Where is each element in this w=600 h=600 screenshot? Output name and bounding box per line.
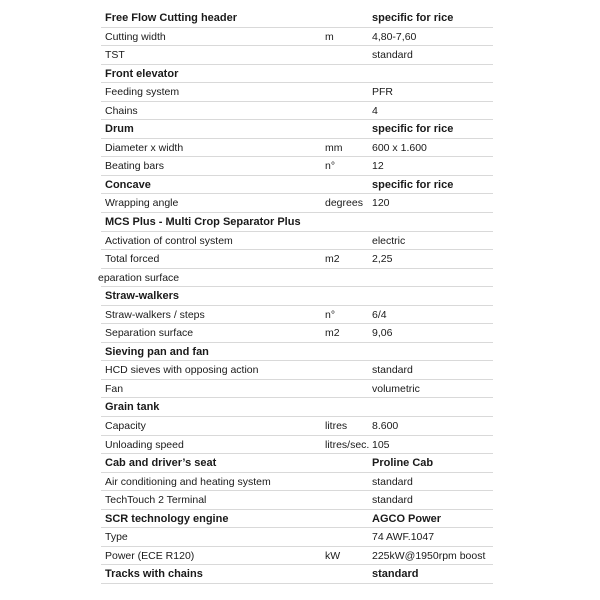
spec-label: Capacity	[105, 420, 146, 433]
spec-value: electric	[372, 234, 406, 247]
spec-value: standard	[372, 49, 413, 62]
spec-value: 9,06	[372, 327, 393, 340]
spec-label: Straw-walkers	[105, 290, 179, 303]
spec-label: TST	[105, 49, 125, 62]
spec-label: Fan	[105, 382, 124, 395]
section-heading-row	[101, 65, 493, 84]
spec-label: Diameter x width	[105, 141, 184, 154]
spec-row	[101, 46, 493, 65]
spec-row	[101, 417, 493, 436]
spec-unit: degrees	[325, 197, 363, 210]
spec-label: Unloading speed	[105, 438, 184, 451]
spec-value: 8.600	[372, 420, 399, 433]
spec-label: Tracks with chains	[105, 568, 203, 581]
section-heading-row	[101, 398, 493, 417]
spec-value: specific for rice	[372, 178, 454, 191]
section-heading-row	[101, 343, 493, 362]
spec-label: eparation surface	[98, 271, 180, 284]
spec-row	[101, 306, 493, 325]
spec-value: Proline Cab	[372, 457, 434, 470]
spec-row	[101, 547, 493, 566]
spec-row	[101, 194, 493, 213]
spec-value: 225kW@1950rpm boost	[372, 549, 486, 562]
spec-value: 12	[372, 160, 384, 173]
spec-row	[101, 250, 493, 269]
spec-label: SCR technology engine	[105, 512, 229, 525]
spec-value: PFR	[372, 86, 393, 99]
spec-label: Free Flow Cutting header	[105, 12, 238, 24]
spec-value: 4,80-7,60	[372, 30, 417, 43]
spec-row	[101, 528, 493, 547]
spec-label: TechTouch 2 Terminal	[105, 494, 207, 507]
spec-label: Concave	[105, 178, 151, 191]
spec-unit: n°	[325, 160, 336, 173]
spec-row	[101, 232, 493, 251]
spec-value: 4	[372, 104, 378, 117]
spec-row	[101, 157, 493, 176]
spec-row	[101, 324, 493, 343]
spec-unit: litres	[325, 420, 348, 433]
spec-value: specific for rice	[372, 123, 454, 136]
spec-label: Grain tank	[105, 401, 160, 414]
spec-label: Cutting width	[105, 30, 166, 43]
spec-row	[101, 83, 493, 102]
section-heading-row	[101, 120, 493, 139]
spec-row	[101, 102, 493, 121]
spec-label: Total forced	[105, 253, 160, 266]
spec-value: AGCO Power	[372, 512, 442, 525]
spec-unit: mm	[325, 141, 343, 154]
spec-label: Power (ECE R120)	[105, 549, 195, 562]
spec-row	[98, 269, 493, 288]
spec-row	[101, 491, 493, 510]
section-heading-row	[101, 213, 493, 232]
spec-unit: litres/sec.	[325, 438, 370, 451]
spec-row	[101, 28, 493, 47]
spec-row	[101, 380, 493, 399]
spec-label: Drum	[105, 123, 134, 136]
spec-row	[101, 473, 493, 492]
spec-label: Chains	[105, 104, 138, 117]
spec-label: MCS Plus - Multi Crop Separator Plus	[105, 216, 301, 229]
spec-row	[101, 139, 493, 158]
spec-value: 74 AWF.1047	[372, 531, 435, 544]
section-heading-row	[101, 565, 493, 584]
spec-label: Feeding system	[105, 86, 180, 99]
spec-unit: n°	[325, 308, 336, 321]
spec-unit: m2	[325, 253, 340, 266]
spec-value: 120	[372, 197, 390, 210]
spec-value: volumetric	[372, 382, 420, 395]
spec-value: specific for rice	[372, 12, 454, 24]
spec-value: 600 x 1.600	[372, 141, 427, 154]
section-heading-row	[101, 9, 493, 28]
spec-label: Front elevator	[105, 67, 179, 80]
spec-label: Activation of control system	[105, 234, 233, 247]
section-heading-row	[101, 176, 493, 195]
spec-label: Air conditioning and heating system	[105, 475, 271, 488]
spec-value: 105	[372, 438, 390, 451]
spec-value: standard	[372, 364, 413, 377]
spec-label: Straw-walkers / steps	[105, 308, 205, 321]
spec-value: standard	[372, 475, 413, 488]
spec-label: Beating bars	[105, 160, 164, 173]
spec-unit: kW	[325, 549, 341, 562]
spec-unit: m2	[325, 327, 340, 340]
spec-value: standard	[372, 494, 413, 507]
section-heading-row	[101, 510, 493, 529]
spec-row	[101, 436, 493, 455]
spec-label: Sieving pan and fan	[105, 345, 209, 358]
spec-label: Cab and driver’s seat	[105, 457, 217, 470]
spec-row	[101, 361, 493, 380]
spec-table	[98, 9, 493, 584]
spec-label: Type	[105, 531, 128, 544]
section-heading-row	[101, 454, 493, 473]
spec-label: Separation surface	[105, 327, 194, 340]
spec-value: 6/4	[372, 308, 387, 321]
spec-label: HCD sieves with opposing action	[105, 364, 259, 377]
spec-label: Wrapping angle	[105, 197, 179, 210]
spec-value: 2,25	[372, 253, 393, 266]
spec-value: standard	[372, 568, 419, 581]
spec-unit: m	[325, 30, 334, 43]
section-heading-row	[101, 287, 493, 306]
